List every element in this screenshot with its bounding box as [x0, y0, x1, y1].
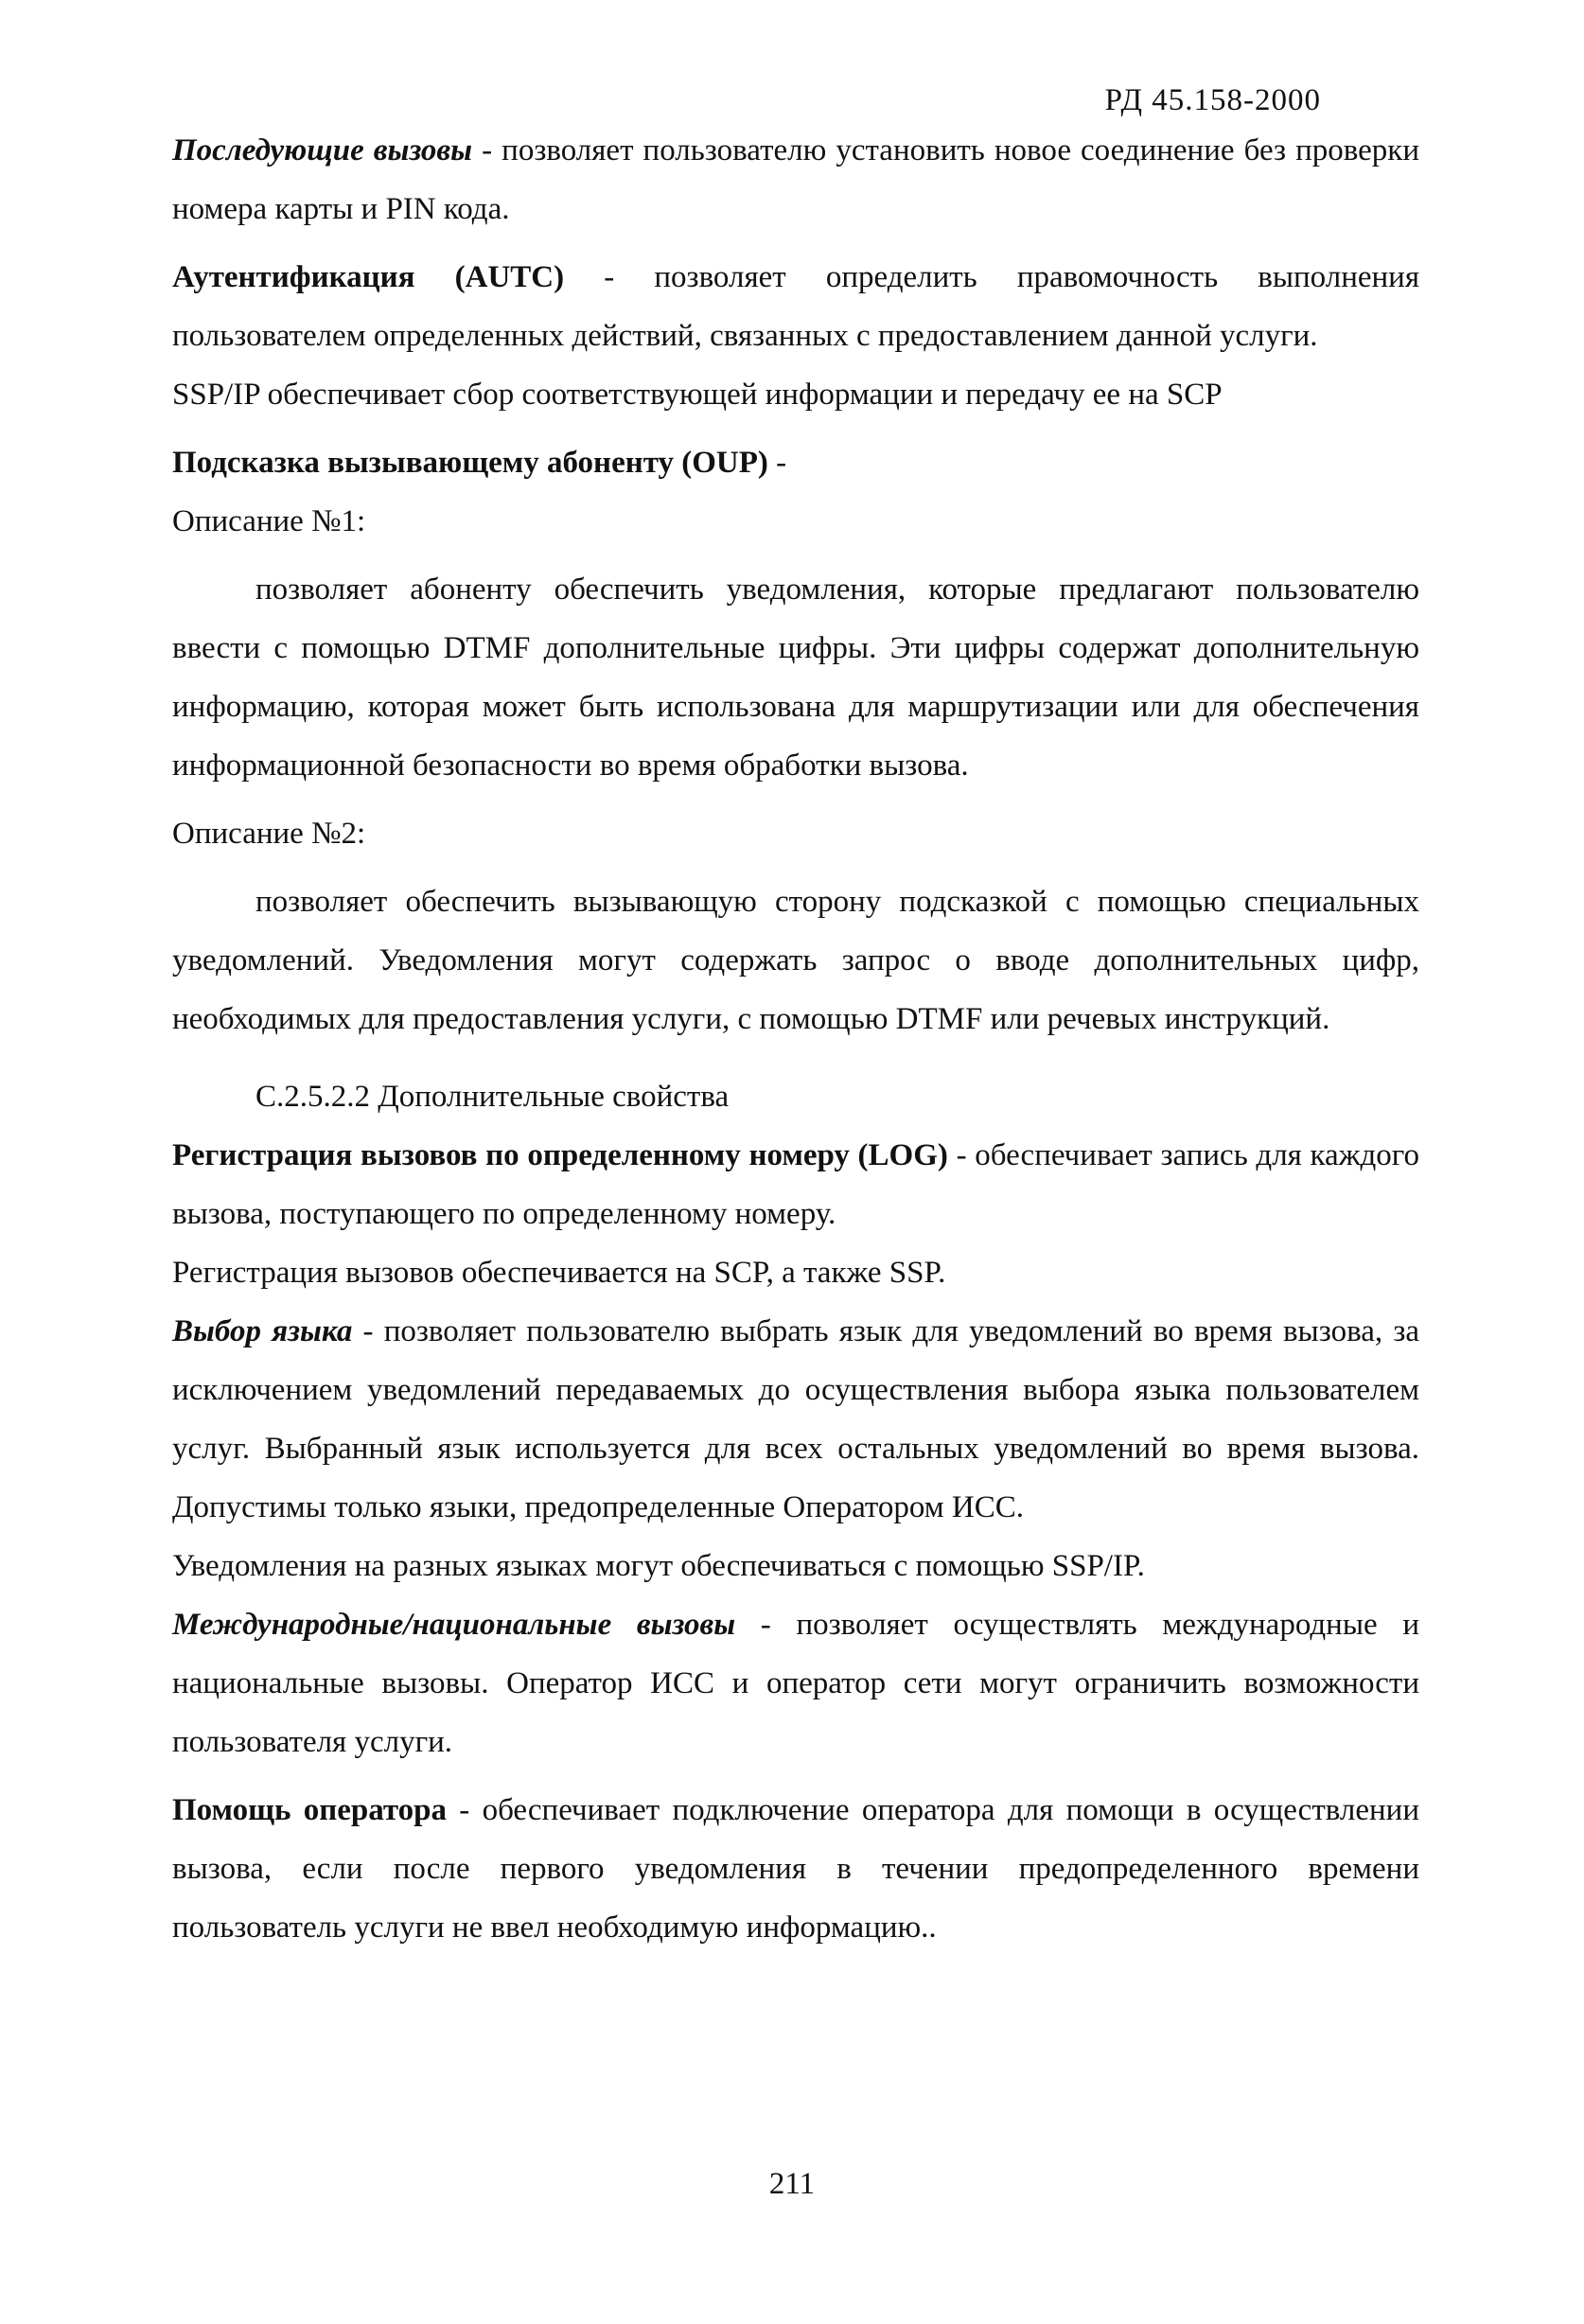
- paragraph-text: - позволяет пользователю установить новое соединение без проверки номера карты и PIN кода.: [172, 133, 1419, 226]
- paragraph-text: - обеспечивает подключение оператора для помощи в осуществлении вызова, если после первого уведомления в течении предопределенного времени пользователь услуги не ввел необходимую информацию..: [172, 1793, 1419, 1945]
- paragraph-language-choice: [172, 1302, 1419, 1537]
- section-heading: С.2.5.2.2 Дополнительные свойства: [255, 1080, 730, 1114]
- paragraph-log: [172, 1126, 1419, 1243]
- term-language-choice: Выбор языка: [172, 1314, 353, 1348]
- paragraph-text: - позволяет определить правомочность выполнения пользователем определенных действий, связанных с предоставлением данной услуги.: [172, 260, 1419, 353]
- paragraph-ssp-ip: SSP/IP обеспечивает сбор соответствующей информации и передачу ее на SCP: [172, 378, 1223, 412]
- description-2-text: позволяет обеспечить вызывающую сторону подсказкой с помощью специальных уведомлений. Уведомления могут содержать запрос о вводе дополнительных цифр, необходимых для предоставления услуги, с помощью DTMF или речевых инструкций.: [172, 885, 1419, 1036]
- term-authentication: Аутентификация (AUTC): [172, 260, 565, 294]
- paragraph-text: -: [767, 446, 787, 480]
- paragraph-operator-assistance: [172, 1781, 1419, 1957]
- term-oup: Подсказка вызывающему абоненту (OUP): [172, 446, 768, 480]
- paragraph-languages-ssp: Уведомления на разных языках могут обеспечиваться с помощью SSP/IP.: [172, 1549, 1145, 1583]
- page-number: 211: [768, 2167, 816, 2201]
- paragraph-text: - позволяет пользователю выбрать язык для уведомлений во время вызова, за исключением уведомлений передаваемых до осуществления выбора языка пользователем услуг. Выбранный язык используется для всех остальных уведомлений во время вызова. Допустимы только языки, предопределенные Оператором ИСС.: [172, 1314, 1419, 1524]
- description-1-text: позволяет абоненту обеспечить уведомления, которые предлагают пользователю ввести с помощью DTMF дополнительные цифры. Эти цифры содержат дополнительную информацию, которая может быть использована для маршрутизации или для обеспечения информационной безопасности во время обработки вызова.: [172, 572, 1419, 783]
- description-1-label: Описание №1:: [172, 504, 366, 538]
- paragraph-log-registration: Регистрация вызовов обеспечивается на SCP, а также SSP.: [172, 1256, 946, 1290]
- term-international-calls: Международные/национальные вызовы: [172, 1608, 736, 1642]
- paragraph-subsequent-calls: [172, 121, 1419, 238]
- paragraph-oup-heading: [172, 433, 1419, 492]
- document-body: [172, 85, 1419, 1957]
- description-2-label: Описание №2:: [172, 817, 366, 851]
- document-code-header: РД 45.158-2000: [1104, 83, 1321, 117]
- term-subsequent-calls: Последующие вызовы: [172, 133, 473, 167]
- paragraph-international-calls: [172, 1595, 1419, 1771]
- term-operator-assistance: Помощь оператора: [172, 1793, 447, 1827]
- paragraph-text: - позволяет осуществлять международные и национальные вызовы. Оператор ИСС и оператор сети могут ограничить возможности пользователя услуги.: [172, 1608, 1419, 1759]
- paragraph-authentication: [172, 248, 1419, 365]
- term-log: Регистрация вызовов по определенному номеру (LOG): [172, 1138, 948, 1172]
- paragraph-text: - обеспечивает запись для каждого вызова, поступающего по определенному номеру.: [172, 1138, 1420, 1231]
